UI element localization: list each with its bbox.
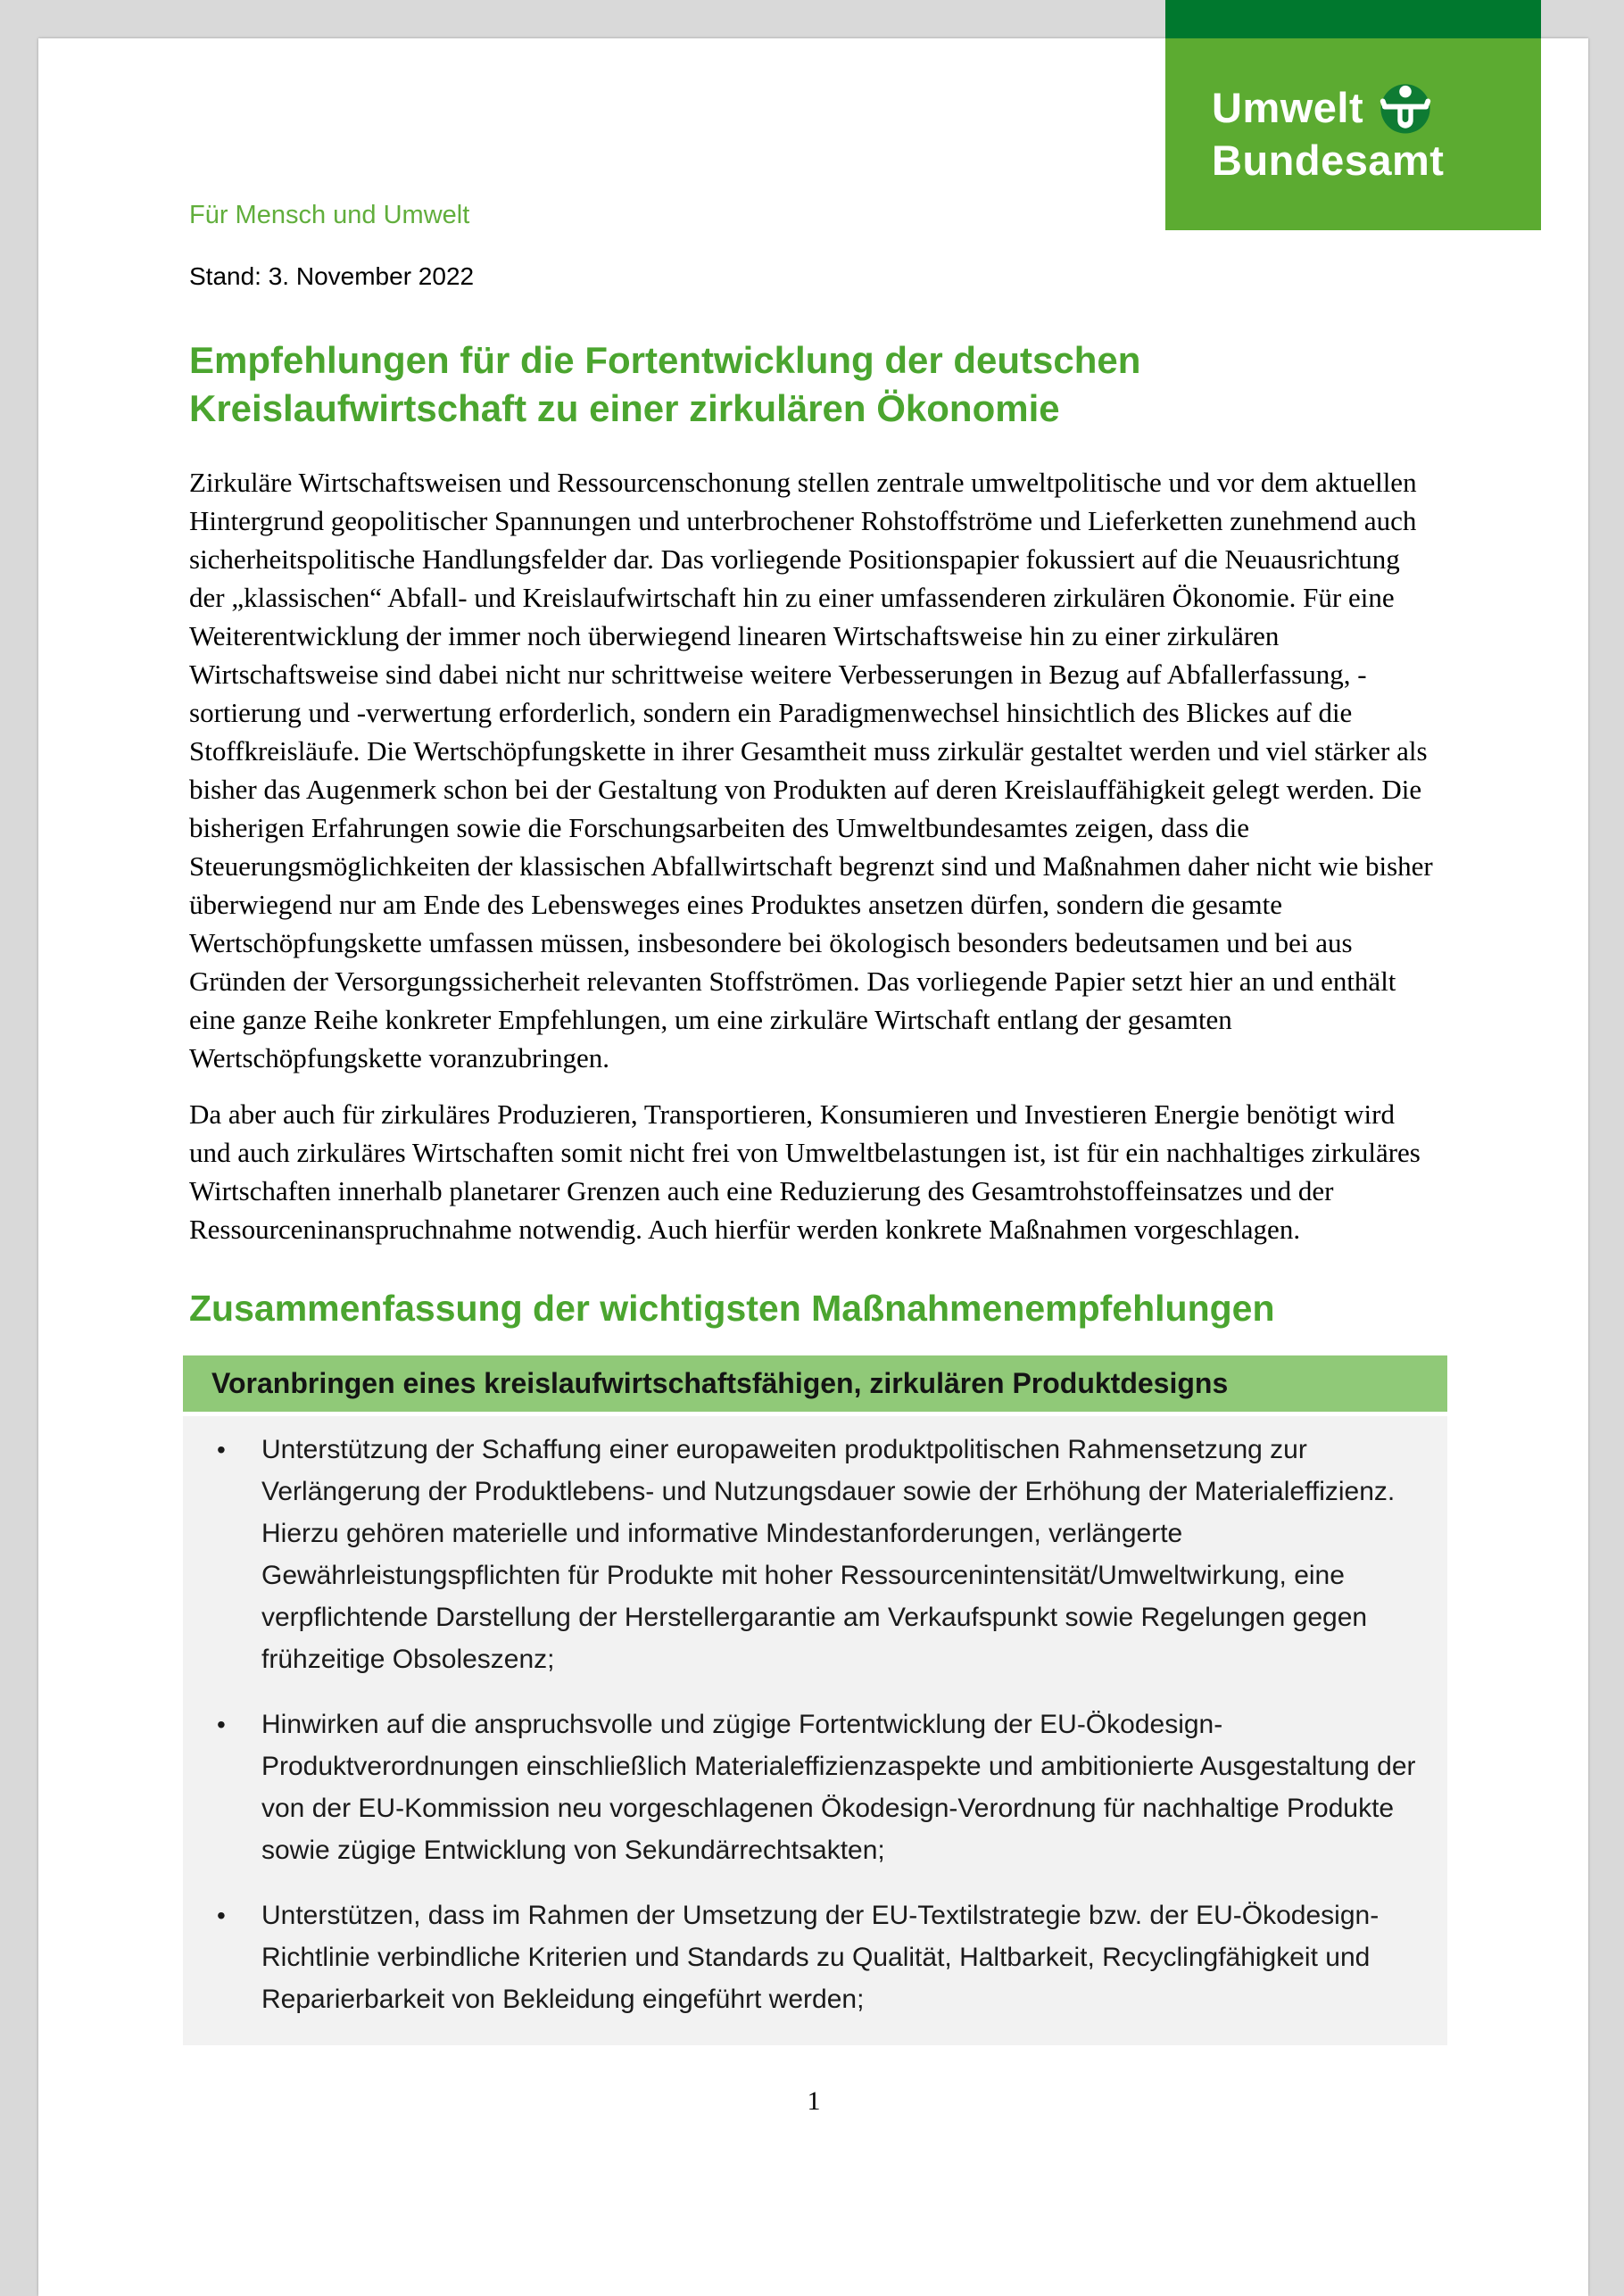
bullet-text: Hinwirken auf die anspruchsvolle und zügige Fortentwicklung der EU-Ökodesign-Produktverordnungen einschließlich Materialeffizienzaspekte und ambitionierte Ausgestaltung der von der EU-Kommission neu vorgeschlagenen Ökodesign-Verordnung für nachhaltige Produkte sowie zügige Entwicklung von Sekundärrechtsakten;: [261, 1710, 1416, 1865]
bullet-icon: •: [217, 1902, 226, 1929]
paragraph-second: Da aber auch für zirkuläres Produzieren, Transportieren, Konsumieren und Investieren Energie benötigt wird und auch zirkuläres Wirtschaften somit nicht frei von Umweltbelastungen ist, ist für ein nachhaltiges zirkuläres Wirtschaften innerhalb planetarer Grenzen auch eine Reduzierung des Gesamtrohstoffeinsatzes und der Ressourceninanspruchnahme notwendig. Auch hierfür werden konkrete Maßnahmen vorgeschlagen.: [189, 1098, 1421, 1245]
logo-word-umwelt: Umwelt: [1212, 84, 1364, 131]
umweltbundesamt-logo: [1165, 0, 1541, 230]
section-heading: Zusammenfassung der wichtigsten Maßnahmenempfehlungen: [189, 1288, 1275, 1329]
uba-figure-icon: [1380, 82, 1431, 134]
list-item: [217, 1703, 1421, 1871]
logo-word-bundesamt: Bundesamt: [1212, 137, 1445, 184]
highlight-box: [183, 1416, 1447, 2045]
document-page: [38, 38, 1588, 2296]
bullet-text: Unterstützung der Schaffung einer europaweiten produktpolitischen Rahmensetzung zur Verlängerung der Produktlebens- und Nutzungsdauer sowie der Erhöhung der Materialeffizienz. Hierzu gehören materielle und informative Mindestanforderungen, verlängerte Gewährleistungspflichten für Produkte mit hoher Ressourcenintensität/Umweltwirkung, eine verpflichtende Darstellung der Herstellergarantie am Verkaufspunkt sowie Regelungen gegen frühzeitige Obsoleszenz;: [261, 1435, 1396, 1674]
paragraph-intro: Zirkuläre Wirtschaftsweisen und Ressourcenschonung stellen zentrale umweltpolitische und vor dem aktuellen Hintergrund geopolitischer Spannungen und unterbrochener Rohstoffströme und Lieferketten zunehmend auch sicherheitspolitische Handlungsfelder dar. Das vorliegende Positionspapier fokussiert auf die Neuausrichtung der „klassischen“ Abfall- und Kreislaufwirtschaft hin zu einer umfassenderen zirkulären Ökonomie. Für eine Weiterentwicklung der immer noch überwiegend linearen Wirtschaftsweise hin zu einer zirkulären Wirtschaftsweise sind dabei nicht nur schrittweise weitere Verbesserungen in Bezug auf Abfallerfassung, -sortierung und -verwertung erforderlich, sondern ein Paradigmenwechsel hinsichtlich des Blickes auf die Stoffkreisläufe. Die Wertschöpfungskette in ihrer Gesamtheit muss zirkulär gestaltet werden und viel stärker als bisher das Augenmerk schon bei der Gestaltung von Produkten auf deren Kreislauffähigkeit gelegt werden. Die bisherigen Erfahrungen sowie die Forschungsarbeiten des Umweltbundesamtes zeigen, dass die Steuerungsmöglichkeiten der klassischen Abfallwirtschaft begrenzt sind und Maßnahmen daher nicht wie bisher überwiegend nur am Ende des Lebensweges eines Produktes ansetzen dürfen, sondern die gesamte Wertschöpfungskette umfassen müssen, insbesondere bei ökologisch besonders bedeutsamen und bei aus Gründen der Versorgungssicherheit relevanten Stoffströmen. Das vorliegende Papier setzt hier an und enthält eine ganze Reihe konkreter Empfehlungen, um eine zirkuläre Wirtschaft entlang der gesamten Wertschöpfungskette voranzubringen.: [189, 467, 1433, 1073]
tagline: Für Mensch und Umwelt: [189, 201, 470, 229]
highlight-bar-header: Voranbringen eines kreislaufwirtschaftsfähigen, zirkulären Produktdesigns: [183, 1355, 1447, 1412]
logo-top-strip: [1165, 0, 1541, 38]
bullet-icon: •: [217, 1436, 226, 1463]
page-number: 1: [807, 2086, 821, 2116]
page-title: Empfehlungen für die Fortentwicklung der deutschen Kreislaufwirtschaft zu einer zirkulären Ökonomie: [189, 339, 1141, 429]
bullet-icon: •: [217, 1711, 226, 1738]
logo-body: [1165, 38, 1541, 230]
date-line: Stand: 3. November 2022: [189, 262, 475, 290]
list-item: [217, 1894, 1421, 2020]
bullet-list: [217, 1429, 1421, 2020]
bullet-text: Unterstützen, dass im Rahmen der Umsetzung der EU-Textilstrategie bzw. der EU-Ökodesign-Richtlinie verbindliche Kriterien und Standards zu Qualität, Haltbarkeit, Recyclingfähigkeit und Reparierbarkeit von Bekleidung eingeführt werden;: [261, 1901, 1380, 2014]
list-item: [217, 1429, 1421, 1680]
